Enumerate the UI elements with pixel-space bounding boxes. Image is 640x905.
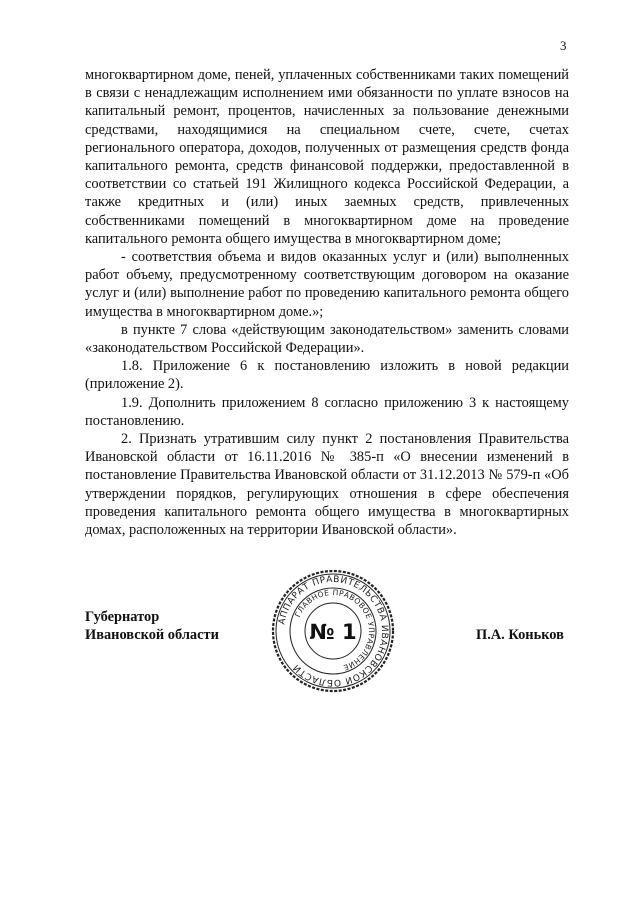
- page-number: 3: [560, 38, 567, 53]
- paragraph: многоквартирном доме, пеней, уплаченных собственниками таких помещений в связи с ненадлежащим исполнением ими обязанности по уплате взносов на капитальный ремонт, процентов, начисленных за пользование денежными средствами, находящимися на специальном счете, счете, счетах регионального оператора, доходов, полученных от размещения средств фонда капитального ремонта, средств финансовой поддержки, предоставленной в соответствии со статьей 191 Жилищного кодекса Российской Федерации, а также кредитных и (или) иных заемных средств, привлеченных собственниками помещений в многоквартирном доме на проведение капитального ремонта общего имущества в многоквартирном доме;: [85, 67, 569, 247]
- signatory-title-line: Губернатор: [85, 609, 160, 625]
- signatory-title-line: Ивановской области: [85, 627, 219, 643]
- seal-inner-text: ГЛАВНОЕ ПРАВОВОЕ УПРАВЛЕНИЕ: [293, 587, 377, 673]
- seal-graphic: [271, 569, 395, 693]
- paragraph: 1.9. Дополнить приложением 8 согласно приложению 3 к настоящему постановлению.: [85, 394, 569, 429]
- seal-outer-text: АППАРАТ ПРАВИТЕЛЬСТВА ИВАНОВСКОЙ ОБЛАСТИ: [277, 574, 390, 688]
- signatory-name: П.А. Коньков: [476, 627, 564, 643]
- seal-number: № 1: [309, 620, 357, 644]
- official-seal: [271, 569, 395, 693]
- paragraph: 1.8. Приложение 6 к постановлению изложить в новой редакции (приложение 2).: [85, 358, 569, 393]
- paragraph: в пункте 7 слова «действующим законодательством» заменить словами «законодательством Российской Федерации».: [85, 321, 569, 357]
- document-body: [85, 66, 569, 539]
- paragraph: 2. Признать утратившим силу пункт 2 постановления Правительства Ивановской области от 16.11.2016 № 385-п «О внесении изменений в постановление Правительства Ивановской области от 31.12.2013 № 579-п «Об утверждении порядков, регулирующих отношения в сфере обеспечения проведения капитального ремонта общего имущества в многоквартирных домах, расположенных на территории Ивановской области».: [85, 431, 569, 539]
- paragraph: - соответствия объема и видов оказанных услуг и (или) выполненных работ объему, предусмотренному соответствующим договором на оказание услуг и (или) выполнение работ по проведению капитального ремонта общего имущества в многоквартирном доме.»;: [85, 249, 569, 320]
- signatory-title: [85, 608, 219, 644]
